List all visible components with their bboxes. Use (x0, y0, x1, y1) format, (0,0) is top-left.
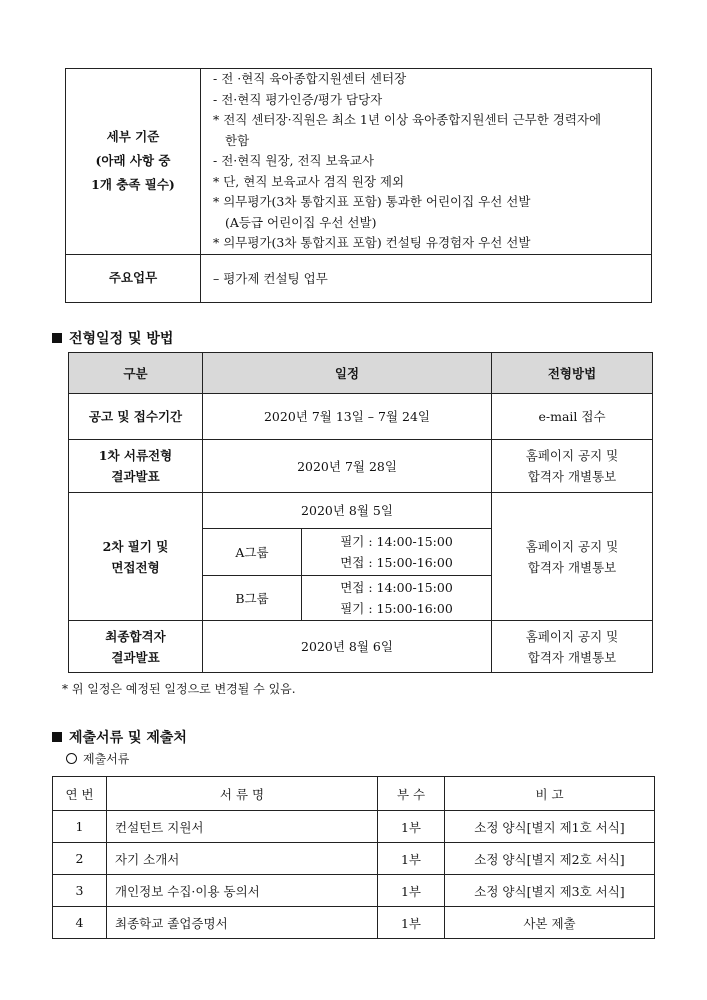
criteria-table (65, 68, 652, 303)
criteria-item: 한함 (225, 132, 250, 148)
schedule-table (68, 352, 653, 673)
documents-subtitle: 제출서류 (66, 750, 129, 767)
criteria-item: (A등급 어린이집 우선 선발) (225, 214, 377, 230)
schedule-header-category: 구분 (69, 353, 203, 394)
schedule-header-method: 전형방법 (492, 353, 653, 394)
documents-table (52, 776, 655, 939)
square-bullet-icon (52, 333, 62, 343)
table-row: 2차 필기 및 면접전형 2020년 8월 5일 홈페이지 공지 및 합격자 개별통보 (69, 493, 653, 529)
schedule-header-date: 일정 (203, 353, 492, 394)
table-row: B그룹 면접 : 14:00-15:00 필기 : 15:00-16:00 (69, 576, 653, 621)
criteria-item: * 단, 현직 보육교사 겸직 원장 제외 (213, 173, 405, 189)
criteria-label: 세부 기준 (아래 사항 중 1개 충족 필수) (66, 69, 201, 255)
table-row: 3 개인정보 수집·이용 동의서 1부 소정 양식[별지 제3호 서식] (53, 875, 655, 907)
criteria-item: * 전직 센터장·직원은 최소 1년 이상 육아종합지원센터 근무한 경력자에 (213, 112, 602, 127)
table-row: 1 컨설턴트 지원서 1부 소정 양식[별지 제1호 서식] (53, 811, 655, 843)
square-bullet-icon (52, 732, 62, 742)
table-row: 공고 및 접수기간 2020년 7월 13일 – 7월 24일 e-mail 접수 (69, 394, 653, 440)
table-row: 1차 서류전형 결과발표 2020년 7월 28일 홈페이지 공지 및 합격자 개별통보 (69, 440, 653, 493)
duty-value: – 평가제 컨설팅 업무 (201, 254, 652, 302)
schedule-section-title: 전형일정 및 방법 (52, 328, 173, 348)
table-row: 2 자기 소개서 1부 소정 양식[별지 제2호 서식] (53, 843, 655, 875)
duty-label: 주요업무 (66, 254, 201, 302)
criteria-item: - 전 ·현직 육아종합지원센터 센터장 (213, 71, 407, 86)
table-header-row: 연 번 서 류 명 부 수 비 고 (53, 777, 655, 811)
criteria-item: * 의무평가(3차 통합지표 포함) 통과한 어린이집 우선 선발 (213, 194, 531, 209)
criteria-item: * 의무평가(3차 통합지표 포함) 컨설팅 유경험자 우선 선발 (213, 235, 531, 250)
schedule-note: * 위 일정은 예정된 일정으로 변경될 수 있음. (62, 682, 296, 696)
table-row: A그룹 필기 : 14:00-15:00 면접 : 15:00-16:00 (69, 529, 653, 576)
circle-bullet-icon (66, 753, 77, 764)
table-row: 4 최종학교 졸업증명서 1부 사본 제출 (53, 907, 655, 939)
documents-section-title: 제출서류 및 제출처 (52, 727, 187, 747)
criteria-item: - 전·현직 원장, 전직 보육교사 (213, 153, 374, 168)
criteria-item: - 전·현직 평가인증/평가 담당자 (213, 91, 383, 107)
criteria-list (201, 69, 652, 255)
table-row: 최종합격자 결과발표 2020년 8월 6일 홈페이지 공지 및 합격자 개별통보 (69, 621, 653, 673)
